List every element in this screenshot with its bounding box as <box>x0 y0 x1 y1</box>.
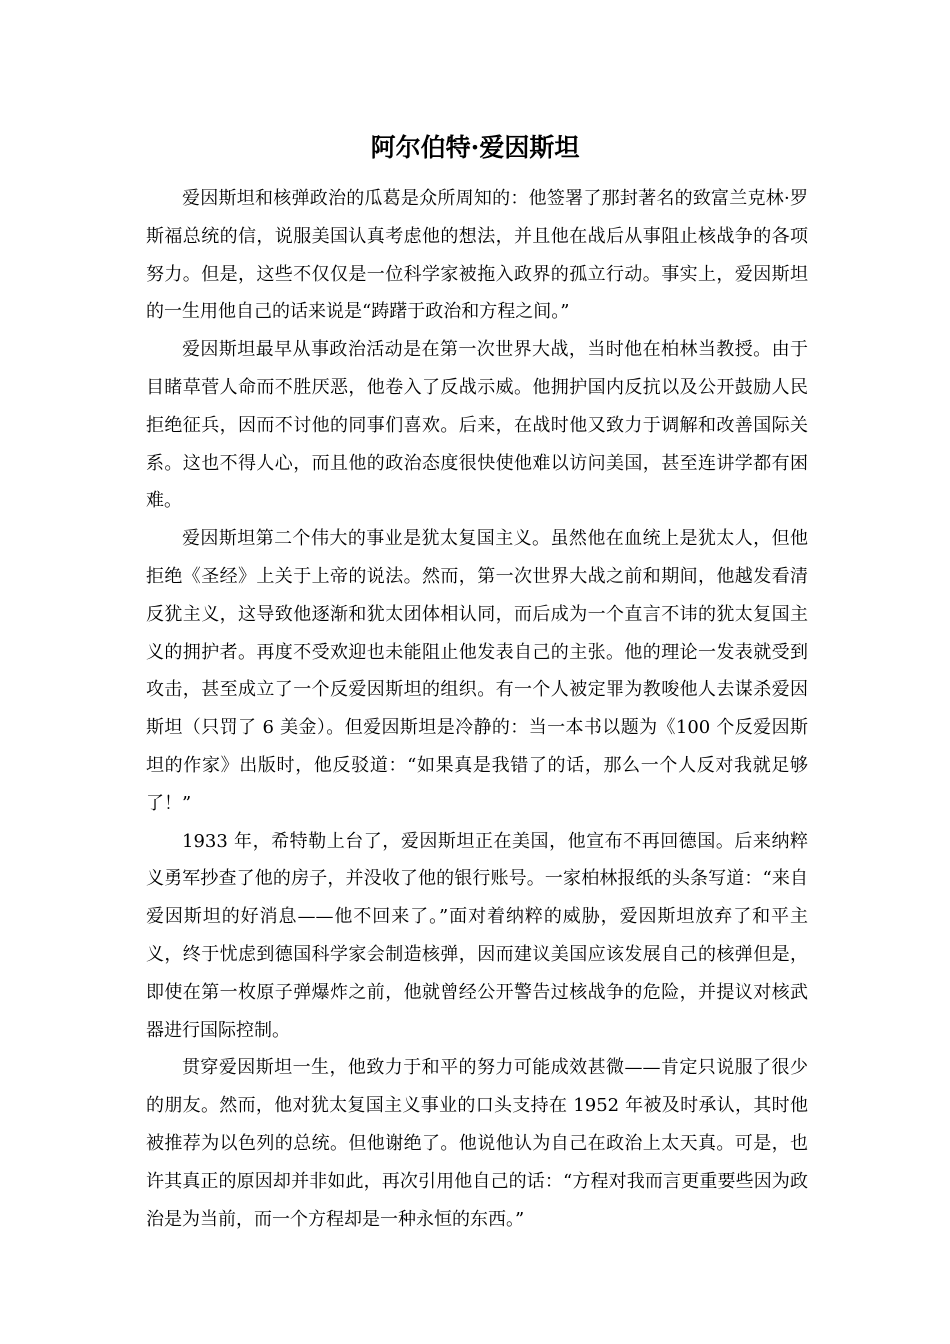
document-title: 阿尔伯特·爱因斯坦 <box>370 133 580 162</box>
document-body <box>146 180 808 1238</box>
paragraph-1: 爱因斯坦和核弹政治的瓜葛是众所周知的：他签署了那封著名的致富兰克林·罗斯福总统的信，说服美国认真考虑他的想法，并且他在战后从事阻止核战争的各项努力。但是，这些不仅仅是一位科学家被拖入政界的孤立行动。事实上，爱因斯坦的一生用他自己的话来说是“踌躇于政治和方程之间。” <box>146 188 808 323</box>
paragraph-3: 爱因斯坦第二个伟大的事业是犹太复国主义。虽然他在血统上是犹太人，但他拒绝《圣经》上关于上帝的说法。然而，第一次世界大战之前和期间，他越发看清反犹主义，这导致他逐渐和犹太团体相认同，而后成为一个直言不讳的犹太复国主义的拥护者。再度不受欢迎也未能阻止他发表自己的主张。他的理论一发表就受到攻击，甚至成立了一个反爱因斯坦的组织。有一个人被定罪为教唆他人去谋杀爱因斯坦（只罚了 6 美金）。但爱因斯坦是冷静的：当一本书以题为《100 个反爱因斯坦的作家》出版时，他反驳道：“如果真是我错了的话，那么一个人反对我就足够了！” <box>146 528 808 814</box>
paragraph-4: 1933 年，希特勒上台了，爱因斯坦正在美国，他宣布不再回德国。后来纳粹义勇军抄查了他的房子，并没收了他的银行账号。一家柏林报纸的头条写道：“来自爱因斯坦的好消息——他不回来了。”面对着纳粹的威胁，爱因斯坦放弃了和平主义，终于忧虑到德国科学家会制造核弹，因而建议美国应该发展自己的核弹但是，即使在第一枚原子弹爆炸之前，他就曾经公开警告过核战争的危险，并提议对核武器进行国际控制。 <box>146 830 808 1041</box>
paragraph-2: 爱因斯坦最早从事政治活动是在第一次世界大战，当时他在柏林当教授。由于目睹草菅人命而不胜厌恶，他卷入了反战示威。他拥护国内反抗以及公开鼓励人民拒绝征兵，因而不讨他的同事们喜欢。后来，在战时他又致力于调解和改善国际关系。这也不得人心，而且他的政治态度很快使他难以访问美国，甚至连讲学都有困难。 <box>146 339 808 512</box>
paragraph-5: 贯穿爱因斯坦一生，他致力于和平的努力可能成效甚微——肯定只说服了很少的朋友。然而，他对犹太复国主义事业的口头支持在 1952 年被及时承认，其时他被推荐为以色列的总统。但他谢绝了。他说他认为自己在政治上太天真。可是，也许其真正的原因却并非如此，再次引用他自己的话：“方程对我而言更重要些因为政治是为当前，而一个方程却是一种永恒的东西。” <box>146 1057 808 1230</box>
